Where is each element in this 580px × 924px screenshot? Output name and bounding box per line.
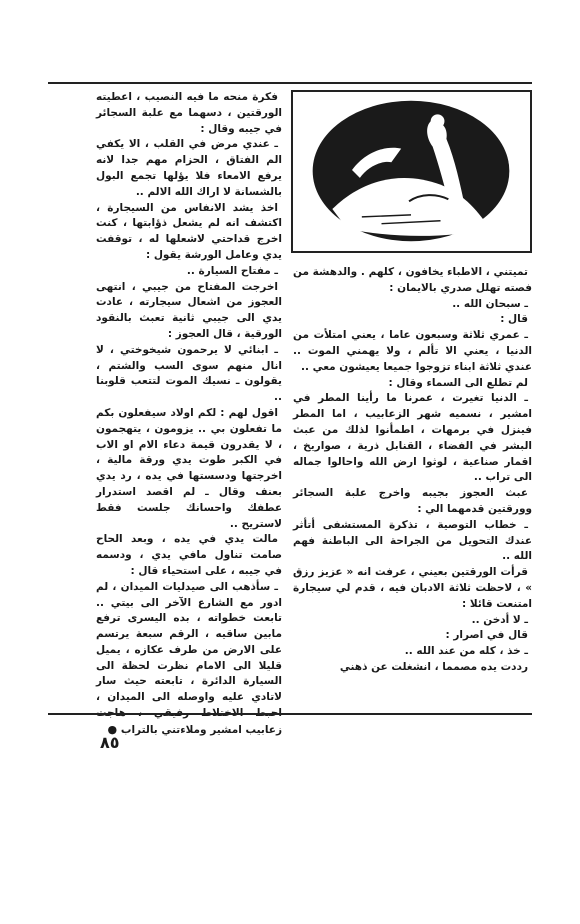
paragraph: لم تطلع الى السماء وقال : xyxy=(388,376,528,389)
page-number: ٨٥ xyxy=(100,733,120,752)
paragraph: اخذ يشد الانفاس من السيجارة ، اكتشف انه لم يشعل ذؤابتها ، كنت اخرج قداحتي لاشعلها له ، توقفت يدي وعامل الورشة يقول : xyxy=(96,201,282,261)
paragraph: ـ خذ ، كله من عند الله .. xyxy=(404,645,528,658)
paragraph: اقول لهم : لكم اولاد سيفعلون بكم ما تفعلون بي .. يزومون ، يتهجمون ، لا يقدرون قيمة دعاء الام او الاب في الكبر طوت يدي ورقة مالية ، اخرجتها ودسستها في يده ، رد يدي بعنف وقال ـ لم اقصد استدرار عطفك واحسانك جلست فقط لاستريح .. xyxy=(96,406,282,530)
paragraph: عبث العجوز بجيبه واخرج علبة السجائر وورقتين قدمهما الي : xyxy=(293,487,532,515)
paragraph: ـ عندي مرض في القلب ، الا يكفي الم الفتاق ، الحزام مهم جدا لانه يرفع الامعاء فلا يؤلها تجمع البول بالشسانة لا اراك الله الالم .. xyxy=(96,138,282,198)
paragraph: ـ سأذهب الى صيدليات الميدان ، لم ادور مع الشارع الآخر الى بيتي .. تابعت خطواته ، بده اليسرى ترفع مابين ساقيه ، الرقم سبعة يرتسم على الارض من طرف عكازه ، يميل قليلا الى الامام نظرت لحظة الى السيارة الدائرة ، تابعته حيث سار لاتادي عليه واوصله الى الميدان ، زعابيب امشير وملاءتني بالتراب ● xyxy=(96,580,282,739)
paragraph: رددت يده مصمما ، انشغلت عن ذهني xyxy=(339,660,528,673)
bottom-rule xyxy=(48,713,532,715)
paragraph: ـ الدنيا تغيرت ، عمرنا ما رأينا المطر في امشير ، نسميه شهر الزعابيب ، اما المطر فينزل في برمهات ، اطمأنوا لذلك من عبث البشر في الفضاء ، القنابل ذرية ، صواريخ ، اقمار صناعية ، لوثوا ارض الله واحالوا جماله الى تراب .. xyxy=(293,392,532,484)
paragraph: ـ عمري ثلاثة وسبعون عاما ، يعني امتلأت من الدنيا ، يعني الا تألم ، ولا يهمني الموت .. عندي ثلاثة ابناء تزوجوا جميعا يعيشون معي .. xyxy=(293,329,532,373)
paragraph: قال : xyxy=(500,313,528,326)
paragraph: ـ سبحان الله .. xyxy=(452,297,528,310)
paragraph: اخرجت المفتاح من جيبي ، انتهى العجوز من اشعال سيجارته ، عادت يدي الى جيبي ثانية تعبث بالنقود الورقية ، قال العجوز : xyxy=(96,280,282,340)
paragraph: قال في اصرار : xyxy=(445,629,528,642)
top-rule xyxy=(48,82,532,84)
figures-in-circle-illustration xyxy=(293,92,530,251)
paragraph: مالت يدي في يده ، وبعد الحاح صامت تناول مافي يدي ، ودسمه في جيبه ، على استحياء قال : xyxy=(96,533,282,577)
paragraph: قرأت الورقتين بعيني ، عرفت انه « عزيز رزق » ، لاحظت ثلاثة الادبان فيه ، قدم لي سيجارة امتنعت قائلا : xyxy=(293,566,532,610)
paragraph: ـ خطاب التوصية ، تذكرة المستشفى أتأثر عندك التحويل من الجراحة الى الباطنة فهم الله .. xyxy=(293,518,532,563)
paragraph: ـ مفتاح السيارة .. xyxy=(186,264,278,277)
paragraph: فكرة منحه ما فيه النصيب ، اعطيته الورقتين ، دسهما مع علبة السجائر في جيبه وقال : xyxy=(96,91,282,135)
left-column-text xyxy=(96,90,282,736)
paragraph: ـ لا أدخن .. xyxy=(471,613,528,626)
illustration xyxy=(291,90,532,253)
paragraph: تميتني ، الاطباء يخافون ، كلهم . والدهشة من فصته تهلل صدري بالايمان : xyxy=(293,266,532,294)
right-column-text xyxy=(293,265,532,690)
paragraph: ـ ابنائي لا يرحمون شيخوختي ، لا انال منهم سوى السب والشتم ، يقولون ـ نسيك الموت لتتعب قلوبنا .. xyxy=(96,343,282,404)
